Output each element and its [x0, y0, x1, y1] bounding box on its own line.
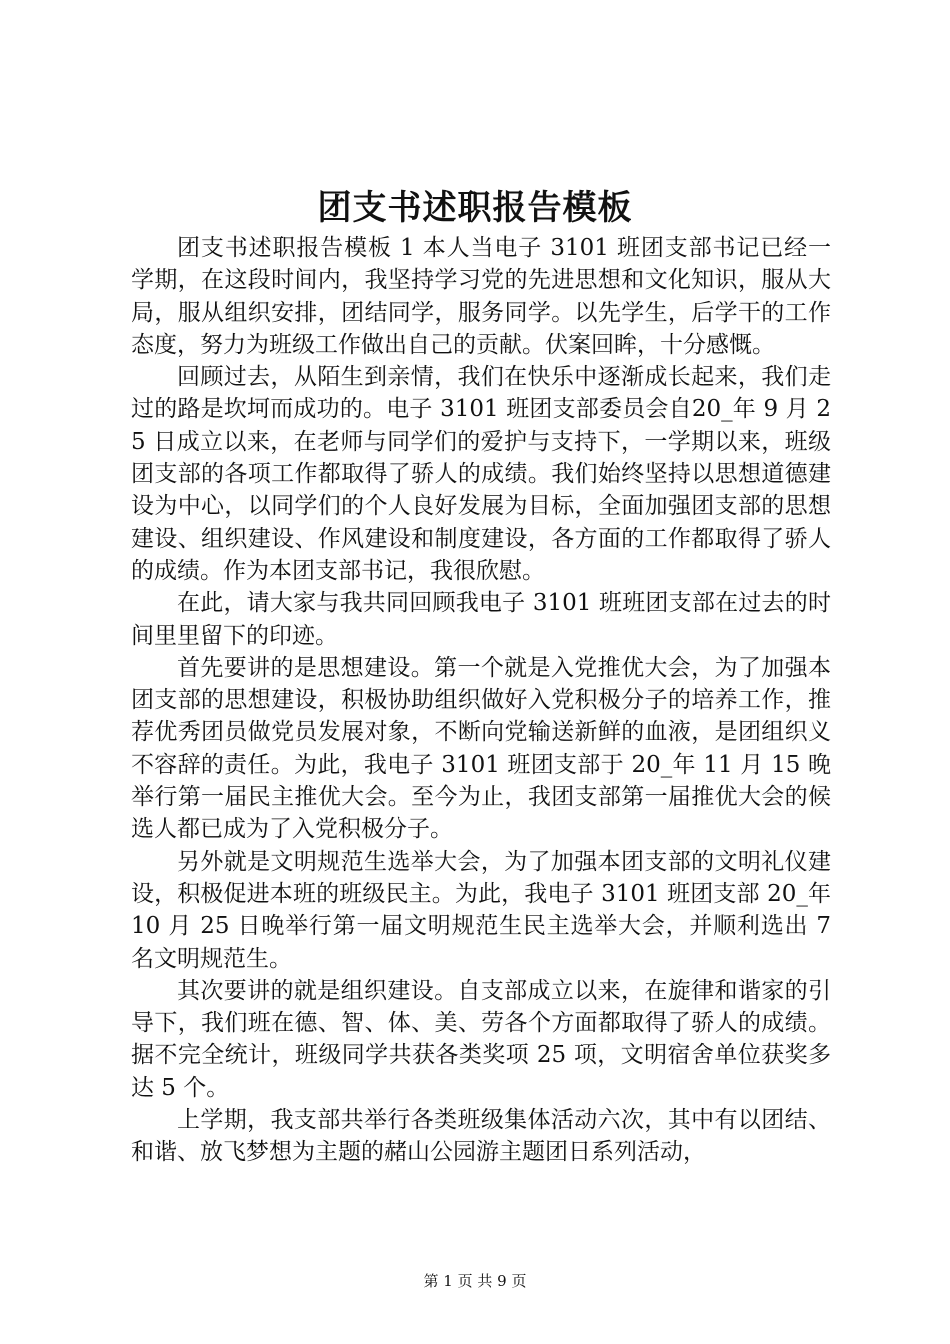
paragraph-1: 团支书述职报告模板 1 本人当电子 3101 班团支部书记已经一学期，在这段时间内，我坚持学习党的先进思想和文化知识，服从大局，服从组织安排，团结同学，服务同学。以先学生，后学干的工作态度，努力为班级工作做出自己的贡献。伏案回眸，十分感慨。 — [131, 235, 831, 358]
paragraph-7: 上学期，我支部共举行各类班级集体活动六次，其中有以团结、和谐、放飞梦想为主题的赭山公园游主题团日系列活动， — [131, 1107, 831, 1166]
document-body — [131, 232, 831, 1169]
paragraph-5: 另外就是文明规范生选举大会，为了加强本团支部的文明礼仪建设，积极促进本班的班级民主。为此，我电子 3101 班团支部 20_年 10 月 25 日晚举行第一届文明规范生民主选举大会，并顺利选出 7 名文明规范生。 — [131, 848, 831, 972]
paragraph-6: 其次要讲的就是组织建设。自支部成立以来，在旋律和谐家的引导下，我们班在德、智、体、美、劳各个方面都取得了骄人的成绩。据不完全统计，班级同学共获各类奖项 25 项，文明宿舍单位获奖多达 5 个。 — [131, 977, 831, 1101]
paragraph-4: 首先要讲的是思想建设。第一个就是入党推优大会，为了加强本团支部的思想建设，积极协助组织做好入党积极分子的培养工作，推荐优秀团员做党员发展对象，不断向党输送新鲜的血液，是团组织义不容辞的责任。为此，我电子 3101 班团支部于 20_年 11 月 15 晚举行第一届民主推优大会。至今为止，我团支部第一届推优大会的候选人都已成为了入党积极分子。 — [131, 654, 831, 843]
paragraph-2: 回顾过去，从陌生到亲情，我们在快乐中逐渐成长起来，我们走过的路是坎坷而成功的。电子 3101 班团支部委员会自20_年 9 月 25 日成立以来，在老师与同学们的爱护与支持下，一学期以来，班级团支部的各项工作都取得了骄人的成绩。我们始终坚持以思想道德建设为中心，以同学们的个人良好发展为目标，全面加强团支部的思想建设、组织建设、作风建设和制度建设，各方面的工作都取得了骄人的成绩。作为本团支部书记，我很欣慰。 — [131, 364, 831, 584]
document-title: 团支书述职报告模板 — [317, 188, 633, 228]
paragraph-3: 在此，请大家与我共同回顾我电子 3101 班班团支部在过去的时间里里留下的印迹。 — [131, 590, 831, 649]
page-footer: 第 1 页 共 9 页 — [423, 1272, 527, 1290]
